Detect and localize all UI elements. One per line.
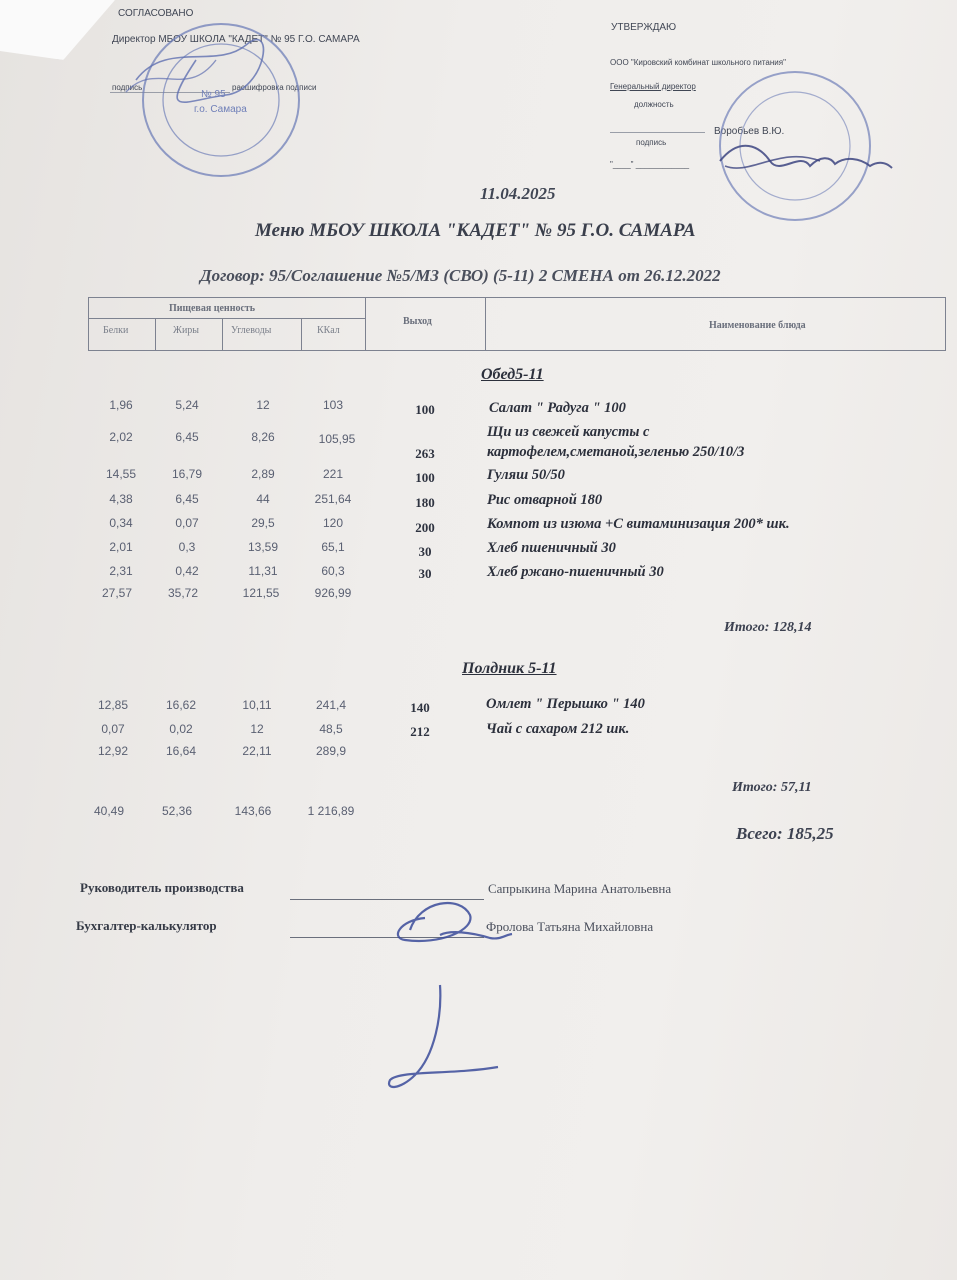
- document-date: 11.04.2025: [480, 184, 556, 203]
- stamp-left-number: № 95: [201, 89, 226, 100]
- approval-left-signature-caption: подпись: [112, 83, 143, 92]
- section-title-snack: Полдник 5-11: [462, 660, 557, 677]
- approval-right-date-blank: "____" ____________: [610, 160, 690, 169]
- header-fat: Жиры: [173, 325, 200, 336]
- approval-right-name: Воробьев В.Ю.: [714, 126, 785, 137]
- section-title-lunch: Обед5-11: [481, 366, 544, 383]
- header-kcal: ККал: [317, 325, 340, 336]
- approval-right-label: УТВЕРЖДАЮ: [611, 22, 677, 33]
- header-nutrition: Пищевая ценность: [169, 303, 256, 314]
- round-stamp-right: [700, 66, 900, 236]
- handwritten-mark: [370, 975, 520, 1105]
- approval-agreed-label: СОГЛАСОВАНО: [118, 8, 194, 19]
- document-page: СОГЛАСОВАНО Директор МБОУ ШКОЛА "КАДЕТ" № 95 Г.О. САМАРА подпись расшифровка подписи № 95 г.о. Самара УТВЕРЖДАЮ ООО "Кировский комбинат школьного питания" Генеральный директор должность подпись Воробьев В.Ю. "____" ____________ 11.04.2025 Меню МБОУ ШКОЛА "КАДЕТ" № 95 Г.О. САМАРА Договор: 95/Соглашение №5/МЗ (СВО) (5-11) 2 СМЕНА от 26.12.2022 Пищевая ценность Выход Наименование блюда Белки Жиры Углеводы ККал Обед5-11 1,96 5,24 12 103 100 Салат " Радуга " 100 2,02 6,45 8,26 105,95 263 Щи из свежей капусты с картофелем,сметаной,зеленью 250/10/3 14,55 16,79 2,89 221 100 Гуляш 50/50 4,38 6,45 44 251,64 180 Рис отварной 180 0,34 0,07 29,5 120 200 Компот из изюма +С витаминизация 200* шк. 2,01 0,3 13,59 65,1 30 Хлеб пшеничный 30 2,31 0,42 11,31 60,3 30 Хлеб ржано-пшеничный 30 27,57 35,72 121,55 926,99 Итого: 128,14 Полдник 5-11 12,85 16,62 10,11 241,4 140 Омлет " Перышко " 140 0,07 0,02 12 48,5 212 Чай с сахаром 212 шк. 12,92 16,64 22,11 289,9 Итого: 57,11 40,49 52,36 143,66 1 216,89 Всего: 185,25 Руководитель производства Сапрыкина Марина Анатольевна Бухгалтер-калькулятор Фролова Татьяна Михайловна: [0, 0, 957, 1280]
- handwritten-signature-accountant: [380, 890, 520, 960]
- approval-right-signature-caption: подпись: [636, 138, 667, 147]
- header-divider-1: [365, 298, 366, 350]
- round-stamp-left: [96, 0, 346, 190]
- signature-name-production-head: Сапрыкина Марина Анатольевна: [488, 881, 672, 896]
- menu-table-header: [88, 297, 946, 351]
- approval-right-position-caption: должность: [634, 100, 674, 109]
- grand-total: Всего: 185,25: [736, 824, 834, 843]
- approval-left-position: Директор МБОУ ШКОЛА "КАДЕТ" № 95 Г.О. САМАРА: [112, 34, 360, 45]
- stamp-left-city: г.о. Самара: [194, 104, 247, 115]
- signature-name-accountant: Фролова Татьяна Михайловна: [486, 919, 654, 934]
- header-sub-div-2: [222, 318, 223, 350]
- approval-right-org: ООО "Кировский комбинат школьного питания": [610, 58, 786, 67]
- signature-label-production-head: Руководитель производства: [80, 880, 244, 895]
- header-yield: Выход: [403, 316, 432, 327]
- header-divider-2: [485, 298, 486, 350]
- signature-label-accountant: Бухгалтер-калькулятор: [76, 918, 217, 933]
- header-sub-row: [89, 318, 365, 319]
- document-contract: Договор: 95/Соглашение №5/МЗ (СВО) (5-11) 2 СМЕНА от 26.12.2022: [200, 266, 721, 285]
- header-sub-div-3: [301, 318, 302, 350]
- document-title: Меню МБОУ ШКОЛА "КАДЕТ" № 95 Г.О. САМАРА: [255, 220, 696, 241]
- section-snack-total: Итого: 57,11: [732, 780, 812, 795]
- header-dish-name: Наименование блюда: [709, 320, 806, 331]
- header-sub-div-1: [155, 318, 156, 350]
- approval-right-signature-line: [610, 132, 705, 133]
- section-lunch-total: Итого: 128,14: [724, 620, 812, 635]
- header-carbs: Углеводы: [231, 325, 272, 336]
- approval-left-decoding-caption: расшифровка подписи: [232, 83, 317, 92]
- approval-right-position: Генеральный директор: [610, 82, 696, 91]
- header-protein: Белки: [103, 325, 129, 336]
